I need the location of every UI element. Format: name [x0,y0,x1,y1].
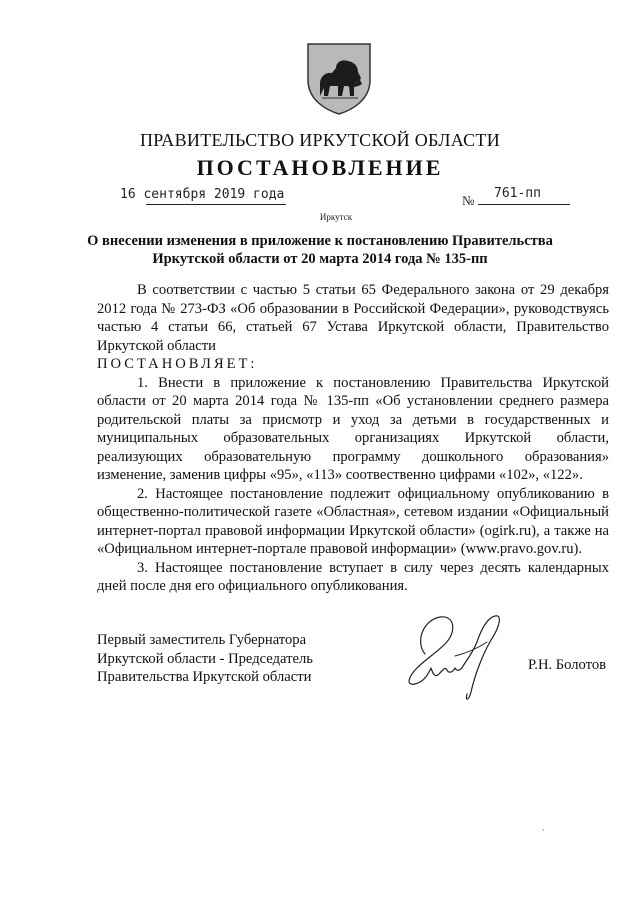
preamble-paragraph: В соответствии с частью 5 статьи 65 Федерального закона от 29 декабря 2012 года № 273-ФЗ «Об образовании в Российской Федерации», руководствуясь частью 4 статьи 66, статьей 67 Устава Иркутской области, Правительство Иркутской области [97,282,609,354]
document-heading: О внесении изменения в приложение к постановлению Правительства Иркутской области от 20 марта 2014 года № 135-пп [87,233,553,267]
number-underline [478,204,570,205]
signer-position [97,631,313,687]
date-underline [146,204,286,205]
document-body [97,281,609,596]
government-name: ПРАВИТЕЛЬСТВО ИРКУТСКОЙ ОБЛАСТИ [139,130,501,150]
signer-position-line-2: Иркутской области - Председатель [97,650,313,667]
city-label: Иркутск [319,212,353,222]
signer-position-line-1: Первый заместитель Губернатора [97,632,307,648]
item-2-paragraph: 2. Настоящее постановление подлежит официальному опубликованию в общественно-политической газете «Областная», сетевом издании «Официальный интернет-портал правовой информации Иркутской области» (ogirk.ru), а также на «Официальном интернет-портале правовой информации» (www.pravo.gov.ru). [97,485,609,557]
coat-of-arms-emblem [306,40,372,115]
decree-date: 16 сентября 2019 года [120,187,285,202]
scan-speck [542,829,544,831]
item-1-paragraph: 1. Внести в приложение к постановлению Правительства Иркутской области от 20 марта 2014 года № 135-пп «Об установлении среднего размера родительской платы за присмотр и уход за детьми в государственных и муниципальных образовательных организациях Иркутской области, реализующих образовательную программу дошкольного образования» изменение, заменив цифры «95», «113» соотвественно цифрами «102», «122». [97,374,609,483]
number-sign: № [462,193,475,208]
signer-name: Р.Н. Болотов [528,657,607,673]
signer-position-line-3: Правительства Иркутской области [97,669,312,685]
item-3-paragraph: 3. Настоящее постановление вступает в силу через десять календарных дней после дня его официального опубликования. [97,559,609,594]
document-type-title: ПОСТАНОВЛЕНИЕ [196,155,444,180]
handwritten-signature [395,612,510,702]
decree-number: 761-пп [494,186,541,201]
resolves-label: ПОСТАНОВЛЯЕТ: [97,356,258,372]
